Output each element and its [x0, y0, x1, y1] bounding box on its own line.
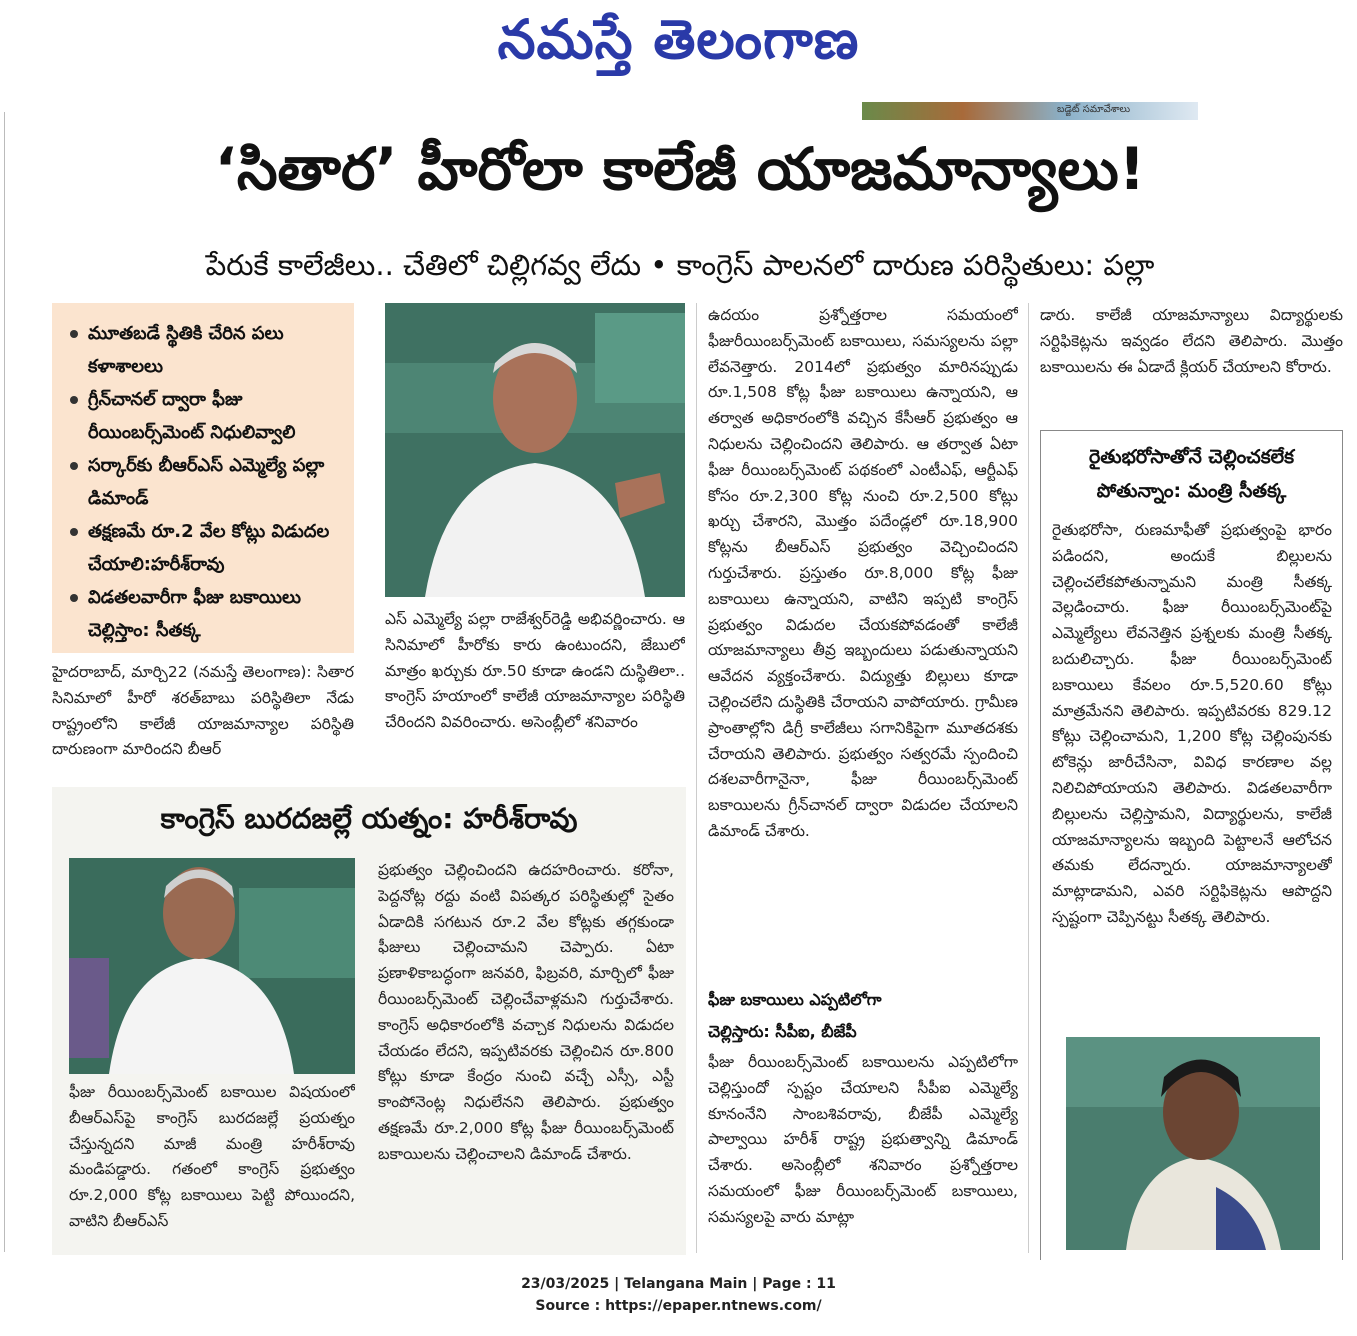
- story-col4-text: డారు. కాలేజీ యాజమాన్యాలు విద్యార్థులకు సర్టిఫికెట్లను ఇవ్వడం లేదని తెలిపారు. మొత్తం బకాయిలను ఈ ఏడాదే క్లియర్ చేయాలని కోరారు.: [1040, 306, 1343, 376]
- cpi-bjp-title-line1: ఫీజు బకాయిలు ఎప్పటిలోగా: [708, 990, 882, 1009]
- cpi-bjp-subsection: [708, 984, 1018, 1048]
- person-photo-icon: [69, 858, 355, 1074]
- person-photo-icon: [1066, 1037, 1320, 1250]
- seethakka-text: రైతుభరోసా, రుణమాఫీతో ప్రభుత్వంపై భారం పడిందని, అందుకే బిల్లులను చెల్లించలేకపోతున్నామని మంత్రి సీతక్క వెల్లడించారు. ఫీజు రీయింబర్స్‌మెంట్‌పై ఎమ్మెల్యేలు లేవనెత్తిన ప్రశ్నలకు మంత్రి సీతక్క బదులిచ్చారు. ఫీజు రీయింబర్స్‌మెంట్ బకాయిలు కేవలం రూ.5,520.60 కోట్లు మాత్రమేనని తెలిపారు. ఇప్పటివరకు 829.12 కోట్లు చెల్లించామని, 1,200 కోట్ల చెల్లింపునకు టోకెన్లు జారీచేసినా, వివిధ కారణాల వల్ల నిలిచిపోయాయని తెలిపారు. విడతలవారీగా బిల్లులను చెల్లిస్తామని, విద్యార్థులను, కాలేజీ యాజమాన్యాలను ఇబ్బంది పెట్టాలనే ఆలోచన తమకు లేదన్నారు. యాజమాన్యాలతో మాట్లాడామని, ఎవరి సర్టిఫికెట్లను ఆపొద్దని స్పష్టంగా చెప్పినట్టు సీతక్క తెలిపారు.: [1052, 521, 1332, 926]
- edition-info: 23/03/2025 | Telangana Main | Page : 11: [521, 1276, 836, 1292]
- highlight-item: మూతబడే స్థితికి చేరిన పలు కళాశాలలు: [66, 317, 344, 383]
- harish-col2-text: ప్రభుత్వం చెల్లించిందని ఉదహరించారు. కరోనా, పెద్దనోట్ల రద్దు వంటి విపత్కర పరిస్థితుల్లో సైతం ఏడాదికి సగటున రూ.2 వేల కోట్లకు తగ్గకుండా ఫీజులు చెల్లించామని చెప్పారు. ఏటా ప్రణాళికాబద్ధంగా జనవరి, ఫిబ్రవరి, మార్చిలో ఫీజు రీయింబర్స్‌మెంట్ చెల్లించేవాళ్లమని గుర్తుచేశారు. కాంగ్రెస్ అధికారంలోకి వచ్చాక నిధులను విడుదల చేయడం లేదని, ఇప్పటివరకు చెల్లించిన రూ.800 కోట్లు కూడా కేంద్రం నుంచి వచ్చే ఎస్సీ, ఎస్టీ కాంపోనెంట్ల నిధులేనని తెలిపారు. ప్రభుత్వం తక్షణమే రూ.2,000 కోట్ల ఫీజు రీయింబర్స్‌మెంట్ బకాయిలను చెల్లించాలని డిమాండ్ చేశారు.: [378, 861, 674, 1163]
- headline: ‘సితార’ హీరోలా కాలేజీ యాజమాన్యాలు!: [214, 135, 1146, 203]
- subheadline: పేరుకే కాలేజీలు.. చేతిలో చిల్లిగవ్వ లేదు • కాంగ్రెస్ పాలనలో దారుణ పరిస్థితులు: పల్లా: [205, 248, 1155, 282]
- seethakka-title-line2: పోతున్నాం: మంత్రి సీతక్క: [1096, 480, 1287, 502]
- column-rule: [1028, 303, 1029, 1253]
- person-photo-icon: [385, 303, 685, 597]
- story-col3-text: ఉదయం ప్రశ్నోత్తరాల సమయంలో ఫీజురీయింబర్స్‌మెంట్ బకాయిలు, సమస్యలను పల్లా లేవనెత్తారు. 2014లో ప్రభుత్వం మారినప్పుడు రూ.1,508 కోట్ల ఫీజు బకాయిలు ఉన్నాయని, ఆ తర్వాత అధికారంలోకి వచ్చిన కేసీఆర్ ప్రభుత్వం ఆ నిధులను చెల్లించిందని తెలిపారు. ఆ తర్వాత ఏటా ఫీజు రీయింబర్స్‌మెంట్ పథకంలో ఎంటీఎఫ్, ఆర్టీఎఫ్ కోసం రూ.2,300 కోట్ల నుంచి రూ.2,500 కోట్లు ఖర్చు చేశారని, మొత్తం పదేండ్లలో రూ.18,900 కోట్లను బీఆర్‌ఎస్ ప్రభుత్వం వెచ్చించిందని గుర్తుచేశారు. ప్రస్తుతం రూ.8,000 కోట్ల ఫీజు బకాయిలు ఉన్నాయని, వాటిని ఇప్పటి కాంగ్రెస్ ప్రభుత్వం విడుదల చేయకపోవడంతో కాలేజీ యాజమాన్యాలు తీవ్ర ఇబ్బందులు పడుతున్నాయని ఆవేదన వ్యక్తంచేశారు. విద్యుత్తు బిల్లులు కూడా చెల్లించలేని దుస్థితికి చేరాయని వాపోయారు. గ్రామీణ ప్రాంతాల్లోని డిగ్రీ కాలేజీలు సగానికిపైగా మూతదశకు చేరాయని తెలిపారు. ప్రభుత్వం సత్వరమే స్పందించి దశలవారీగానైనా, ఫీజు రీయింబర్స్‌మెంట్ బకాయిలను గ్రీన్‌చానల్ ద్వారా విడుదల చేయాలని డిమాండ్ చేశారు.: [708, 306, 1018, 840]
- highlight-item: విడతలవారీగా ఫీజు బకాయిలు చెల్లిస్తాం: సీతక్క: [66, 581, 344, 647]
- highlights-box: [52, 303, 354, 653]
- highlight-item: గ్రీన్‌చానల్ ద్వారా ఫీజు రీయింబర్స్‌మెంట్ నిధులివ్వాలి: [66, 383, 344, 449]
- harish-col1-text: ఫీజు రీయింబర్స్‌మెంట్ బకాయిల విషయంలో బీఆర్‌ఎస్‌పై కాంగ్రెస్ బురదజల్లే ప్రయత్నం చేస్తున్నదని మాజీ మంత్రి హరీశ్‌రావు మండిపడ్డారు. గతంలో కాంగ్రెస్ ప్రభుత్వం రూ.2,000 కోట్ల బకాయిలు పెట్టి పోయిందని, వాటిని బీఆర్‌ఎస్: [69, 1083, 355, 1230]
- story-col2-text: ఎస్ ఎమ్మెల్యే పల్లా రాజేశ్వర్‌రెడ్డి అభివర్ణించారు. ఆ సినిమాలో హీరోకు కారు ఉంటుందని, జేబులో మాత్రం ఖర్చుకు రూ.50 కూడా ఉండని దుస్థితిలా.. కాంగ్రెస్ హయాంలో కాలేజీ యాజమాన్యాల పరిస్థితి చేరిందని వివరించారు. అసెంబ్లీలో శనివారం: [385, 610, 685, 732]
- masthead-logo: నమస్తే తెలంగాణ: [497, 8, 860, 71]
- photo-harish: [69, 858, 355, 1074]
- cpi-bjp-text: ఫీజు రీయింబర్స్‌మెంట్ బకాయిలను ఎప్పటిలోగా చెల్లిస్తుందో స్పష్టం చేయాలని సీపీఐ ఎమ్మెల్యే కూనంనేని సాంబశివరావు, బీజేపీ ఎమ్మెల్యే పాల్వాయి హరీశ్ రాష్ట్ర ప్రభుత్వాన్ని డిమాండ్ చేశారు. అసెంబ్లీలో శనివారం ప్రశ్నోత్తరాల సమయంలో ఫీజు రీయింబర్స్‌మెంట్ బకాయిలు, సమస్యలపై వారు మాట్లా: [708, 1053, 1018, 1226]
- top-photo-strip: [862, 102, 1198, 120]
- story-lead-text: హైదరాబాద్, మార్చి22 (నమస్తే తెలంగాణ): సితార సినిమాలో హీరో శరత్‌బాబు పరిస్థితిలా నేడు రాష్ట్రంలోని కాలేజీ యాజమాన్యాల పరిస్థితి దారుణంగా మారిందని బీఆర్: [52, 663, 354, 759]
- highlight-item: సర్కార్‌కు బీఆర్‌ఎస్ ఎమ్మెల్యే పల్లా డిమాండ్: [66, 449, 344, 515]
- seethakka-title-line1: రైతుభరోసాతోనే చెల్లించకలేక: [1088, 446, 1295, 468]
- harish-box-title: కాంగ్రెస్ బురదజల్లే యత్నం: హరీశ్‌రావు: [160, 802, 578, 835]
- left-rule: [4, 112, 5, 1252]
- strip-caption: బడ్జెట్ సమావేశాలు: [1057, 104, 1131, 115]
- seethakka-title: [1040, 440, 1343, 508]
- column-rule: [696, 303, 697, 1253]
- source-link[interactable]: Source : https://epaper.ntnews.com/: [535, 1298, 822, 1314]
- highlight-item: తక్షణమే రూ.2 వేల కోట్లు విడుదల చేయాలి:హరీశ్‌రావు: [66, 515, 344, 581]
- photo-palla: [385, 303, 685, 597]
- photo-seethakka: [1066, 1037, 1320, 1250]
- cpi-bjp-title-line2: చెల్లిస్తారు: సీపీఐ, బీజేపీ: [708, 1022, 857, 1041]
- page-footer: [0, 1273, 1357, 1317]
